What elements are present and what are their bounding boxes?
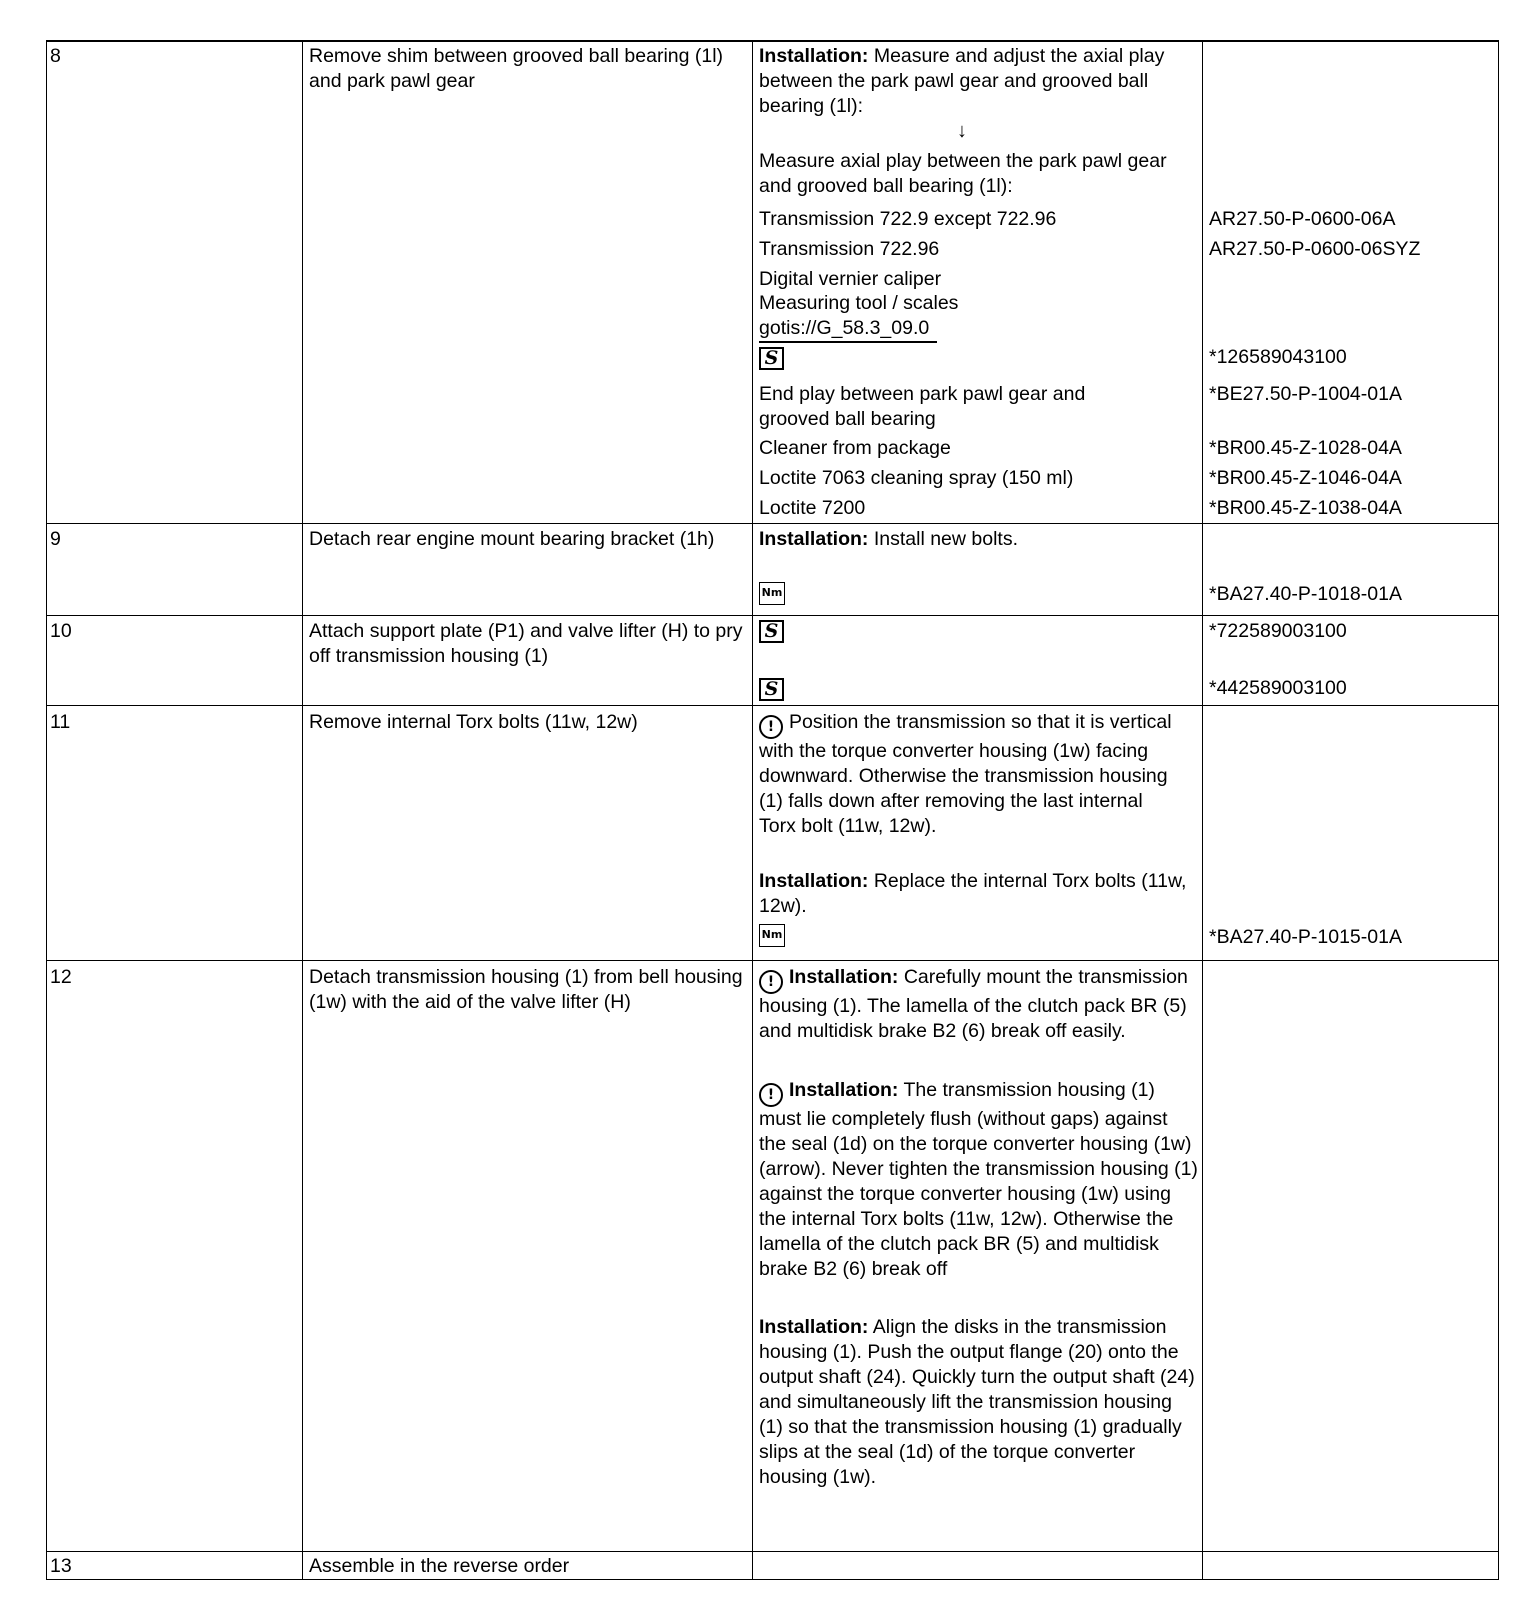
installation-text: Replace the internal Torx bolts (11w, 12w). (759, 870, 1187, 917)
step-number: 10 (50, 620, 72, 642)
step-number: 12 (50, 966, 72, 988)
table-row (47, 960, 1498, 1551)
down-arrow-icon: ↓ (957, 120, 967, 142)
installation-note (759, 527, 1018, 552)
installation-note (759, 1315, 1199, 1490)
step-action: Remove shim between grooved ball bearing (1l) and park pawl gear (309, 45, 724, 92)
note-text: The transmission housing (1) must lie completely flush (without gaps) against the seal (1d) on the torque converter housing (1w) (arrow). Never tighten the transmission housing (1) against the torque converter housing (1w) using the internal Torx bolts (11w, 12w). Otherwise the lamella of the clutch pack BR (5) and multidisk brake B2 (6) break off (759, 1079, 1198, 1280)
transmission-variant: Transmission 722.9 except 722.96 (759, 208, 1057, 230)
material-name: Cleaner from package (759, 437, 951, 459)
installation-label: Installation: (759, 870, 869, 892)
document-reference-link[interactable]: *BR00.45-Z-1028-04A (1209, 437, 1402, 459)
warning-note-icon: ! (759, 715, 783, 739)
procedure-table (46, 40, 1499, 1580)
tool-part-number[interactable]: *442589003100 (1209, 677, 1347, 699)
installation-note (759, 44, 1184, 119)
measure-instruction: Measure axial play between the park pawl gear and grooved ball bearing (1l): (759, 150, 1167, 197)
torque-spec-link[interactable]: *BA27.40-P-1018-01A (1209, 583, 1402, 605)
warning-note-icon: ! (759, 1083, 783, 1107)
special-tool-icon[interactable]: S (759, 620, 784, 643)
installation-label: Installation: (759, 528, 869, 550)
step-action: Detach transmission housing (1) from bell housing (1w) with the aid of the valve lifter (H) (309, 966, 743, 1013)
gotis-link[interactable]: gotis://G_58.3_09.0 (759, 317, 930, 339)
installation-note (759, 869, 1194, 919)
torque-spec-link[interactable]: *BA27.40-P-1015-01A (1209, 926, 1402, 948)
table-row (47, 523, 1498, 615)
document-reference-link[interactable]: *BR00.45-Z-1038-04A (1209, 497, 1402, 519)
table-row (47, 41, 1498, 523)
step-number: 8 (50, 45, 61, 67)
installation-text: Install new bolts. (868, 528, 1018, 550)
tool-part-number[interactable]: *722589003100 (1209, 620, 1347, 642)
warning-note-icon: ! (759, 970, 783, 994)
tool-part-number[interactable]: *126589043100 (1209, 346, 1347, 368)
step-action: Attach support plate (P1) and valve lifter (H) to pry off transmission housing (1) (309, 620, 743, 667)
step-number: 13 (50, 1555, 72, 1577)
link-underline (759, 341, 937, 343)
installation-label: Installation: (789, 966, 899, 988)
table-row (47, 705, 1498, 960)
warning-note (759, 965, 1199, 1044)
document-reference-link[interactable]: AR27.50-P-0600-06A (1209, 208, 1396, 230)
document-reference-link[interactable]: AR27.50-P-0600-06SYZ (1209, 238, 1421, 260)
document-reference-link[interactable]: *BE27.50-P-1004-01A (1209, 383, 1402, 405)
step-action: Detach rear engine mount bearing bracket (1h) (309, 528, 715, 550)
tool-name: Digital vernier caliper (759, 268, 942, 290)
special-tool-icon[interactable]: S (759, 347, 784, 370)
installation-label: Installation: (789, 1079, 899, 1101)
table-row (47, 615, 1498, 705)
step-action: Remove internal Torx bolts (11w, 12w) (309, 711, 638, 733)
step-number: 11 (50, 711, 71, 733)
special-tool-icon[interactable]: S (759, 678, 784, 701)
material-name: Loctite 7200 (759, 497, 866, 519)
step-number: 9 (50, 528, 61, 550)
warning-note (759, 710, 1184, 839)
transmission-variant: Transmission 722.96 (759, 238, 940, 260)
installation-label: Installation: (759, 1316, 869, 1338)
step-action: Assemble in the reverse order (309, 1555, 570, 1577)
document-reference-link[interactable]: *BR00.45-Z-1046-04A (1209, 467, 1402, 489)
installation-label: Installation: (759, 45, 869, 67)
warning-note (759, 1078, 1199, 1282)
material-name: Loctite 7063 cleaning spray (150 ml) (759, 467, 1074, 489)
installation-text: Align the disks in the transmission housing (1). Push the output flange (20) onto the output shaft (24). Quickly turn the output shaft (24) and simultaneously lift the transmission housing (1) so that the transmission housing (1) gradually slips at the seal (1d) of the torque converter housing (1w). (759, 1316, 1195, 1488)
table-row (47, 1551, 1498, 1581)
note-text: Carefully mount the transmission housing (1). The lamella of the clutch pack BR (5) and multidisk brake B2 (6) break off easily. (759, 966, 1188, 1042)
tool-name: Measuring tool / scales (759, 292, 959, 314)
end-play-label: End play between park pawl gear and grooved ball bearing (759, 383, 1086, 430)
installation-text: Measure and adjust the axial play between the park pawl gear and grooved ball bearing (1l): (759, 45, 1165, 117)
torque-icon[interactable]: Nm (759, 582, 785, 605)
note-text: Position the transmission so that it is vertical with the torque converter housing (1w) facing downward. Otherwise the transmission housing (1) falls down after removing the last internal Torx bolt (11w, 12w). (759, 711, 1172, 837)
torque-icon[interactable]: Nm (759, 924, 785, 947)
